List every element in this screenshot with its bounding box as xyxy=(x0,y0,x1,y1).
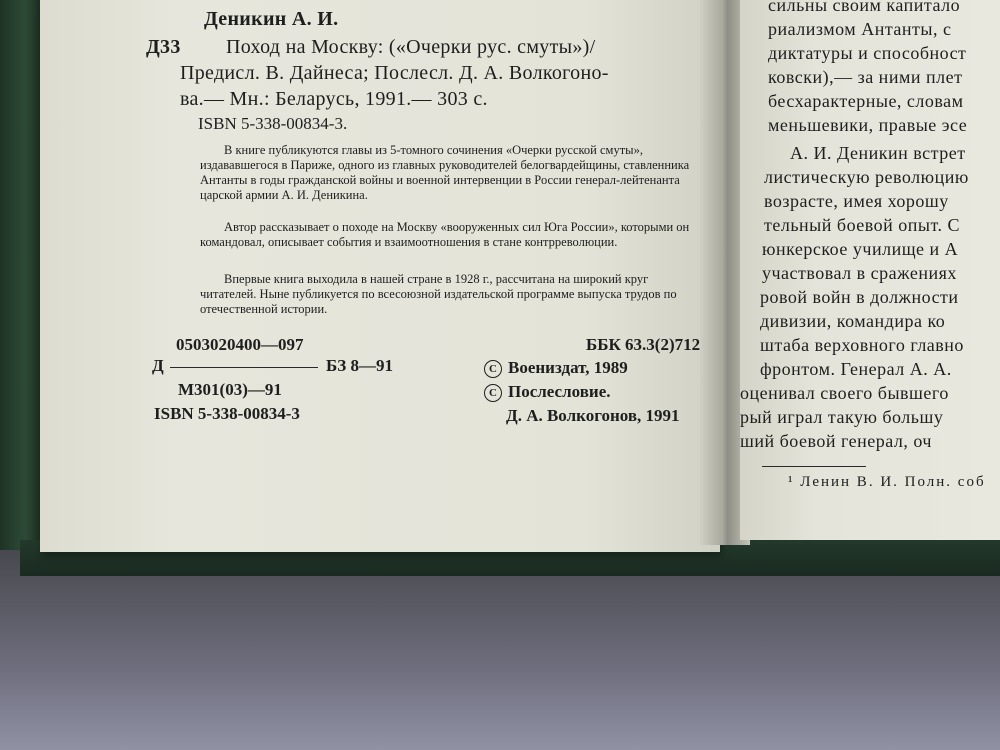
annotation-paragraph-2: Автор рассказывает о походе на Москву «вооруженных сил Юга России», которыми он командовал, описывает события и взаимоотношения в стане контрреволюции. xyxy=(200,220,690,249)
code-isbn: ISBN 5-338-00834-3 xyxy=(154,404,300,423)
code-letter: Д xyxy=(152,356,164,375)
copyright-icon: C xyxy=(484,384,502,402)
catalog-line-1: Поход на Москву: («Очерки рус. смуты»)/ xyxy=(226,36,596,58)
right-line: рый играл такую большу xyxy=(740,407,944,427)
right-line: ший боевой генерал, оч xyxy=(740,431,932,451)
right-line: бесхарактерные, словам xyxy=(768,91,964,111)
right-page xyxy=(740,0,1000,540)
right-line: дивизии, командира ко xyxy=(760,311,946,331)
right-line: А. И. Деникин встрет xyxy=(790,143,966,163)
catalog-code: Д33 xyxy=(146,36,181,58)
annotation-paragraph-1: В книге публикуются главы из 5-томного сочинения «Очерки русской смуты», издававшегося в Париже, одного из главных руководителей белогвардейщины, ставленника Антанты в годы гражданской войны и военной интервенции в России генерал-лейтенанта царской армии А. И. Деникина. xyxy=(200,143,690,202)
right-line: оценивал своего бывшего xyxy=(740,383,949,403)
right-line: возрасте, имея хорошу xyxy=(764,191,949,211)
left-page xyxy=(40,0,720,552)
right-line: ковски),— за ними плет xyxy=(768,67,963,87)
catalog-line-3: ва.— Мн.: Беларусь, 1991.— 303 с. xyxy=(180,88,488,110)
fraction-line xyxy=(170,367,318,368)
right-line: ровой войн в должности xyxy=(760,287,959,307)
copyright-icon: C xyxy=(484,360,502,378)
code-denominator: М301(03)—91 xyxy=(178,380,282,399)
right-line: юнкерское училище и А xyxy=(762,239,959,259)
footnote-rule xyxy=(762,466,866,467)
right-line: риализмом Антанты, с xyxy=(768,19,952,39)
right-line: фронтом. Генерал А. А. xyxy=(760,359,952,379)
book-cover-spine xyxy=(0,0,42,550)
code-numerator: 0503020400—097 xyxy=(176,335,304,354)
copyright-line-3: Д. А. Волкогонов, 1991 xyxy=(506,406,680,425)
catalog-author: Деникин А. И. xyxy=(204,8,339,30)
right-line: штаба верховного главно xyxy=(760,335,964,355)
right-line: тельный боевой опыт. С xyxy=(764,215,961,235)
code-bbk: ББК 63.3(2)712 xyxy=(586,335,701,354)
copyright-line-1: C Воениздат, 1989 xyxy=(484,358,628,378)
footnote-text: ¹ Ленин В. И. Полн. соб xyxy=(788,474,986,490)
catalog-line-2: Предисл. В. Дайнеса; Послесл. Д. А. Волкогоно- xyxy=(180,62,609,84)
catalog-isbn: ISBN 5-338-00834-3. xyxy=(198,114,348,133)
right-line: меньшевики, правые эсе xyxy=(768,115,968,135)
right-line: участвовал в сражениях xyxy=(762,263,957,283)
right-line: диктатуры и способност xyxy=(768,43,967,63)
annotation-paragraph-3: Впервые книга выходила в нашей стране в 1928 г., рассчитана на широкий круг читателей. Ныне публикуется по всесоюзной издательской программе выпуска трудов по отечественной истории. xyxy=(200,272,677,316)
right-line: листическую революцию xyxy=(764,167,969,187)
right-line: сильны своим капитало xyxy=(768,0,961,15)
code-bz: БЗ 8—91 xyxy=(326,356,393,375)
copyright-line-2: C Послесловие. xyxy=(484,382,611,402)
